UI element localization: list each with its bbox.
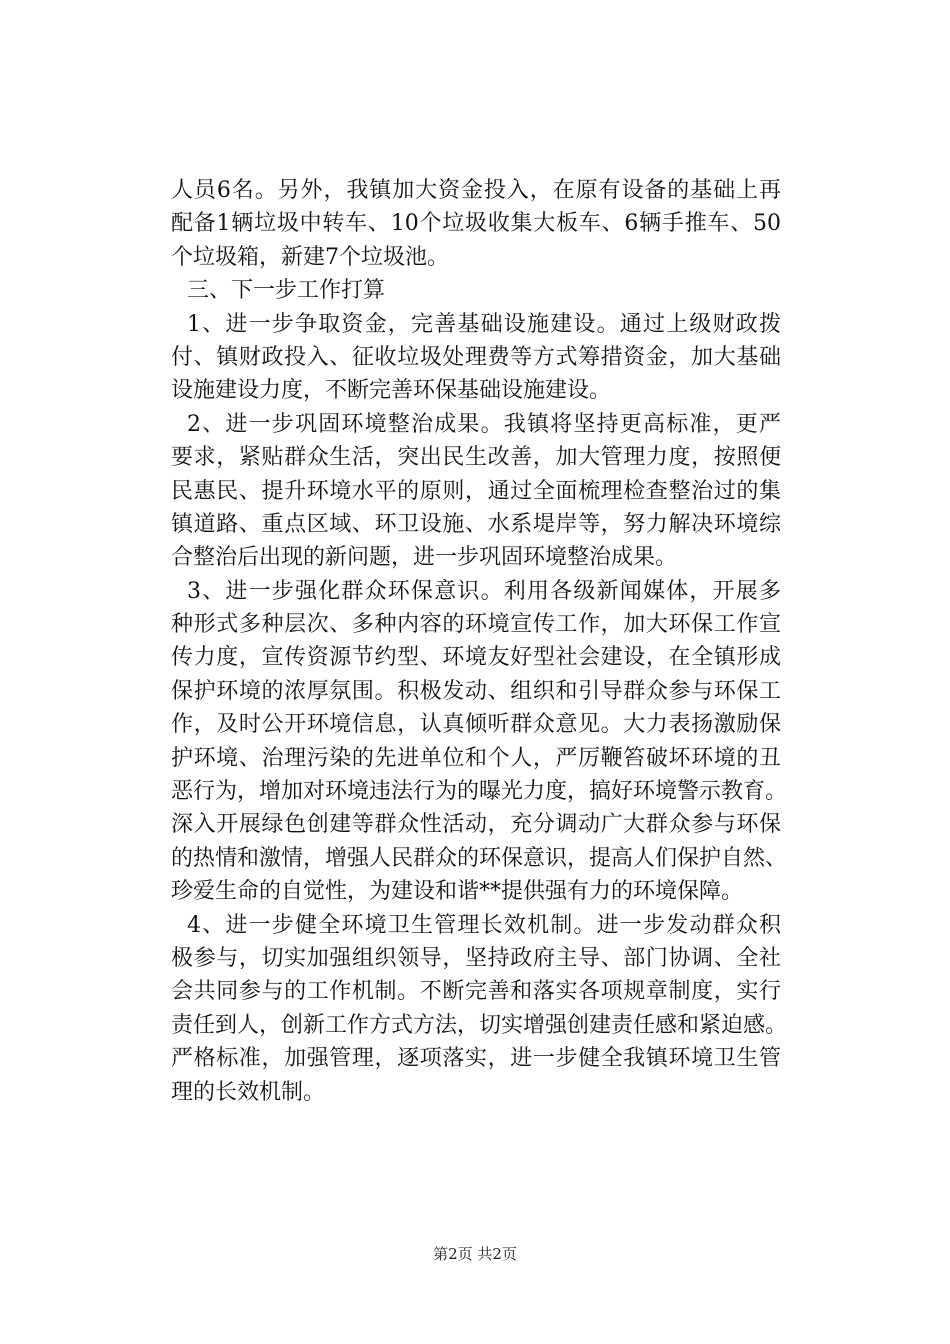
text-line: 付、镇财政投入、征收垃圾处理费等方式筹措资金，加大基础 (171, 344, 781, 370)
text-line: 作，及时公开环境信息，认真倾听群众意见。大力表扬激励保 (171, 712, 781, 738)
text-line: 珍爱生命的自觉性，为建设和谐**提供强有力的环境保障。 (171, 879, 744, 905)
text-line: 个垃圾箱，新建7个垃圾池。 (171, 244, 449, 270)
text-line: 保护环境的浓厚氛围。积极发动、组织和引导群众参与环保工 (171, 678, 781, 704)
text-line: 人员6名。另外，我镇加大资金投入，在原有设备的基础上再 (171, 178, 781, 203)
text-line: 种形式多种层次、多种内容的环境宣传工作，加大环保工作宣 (171, 612, 781, 638)
text-line: 要求，紧贴群众生活，突出民生改善，加大管理力度，按照便 (171, 445, 781, 471)
text-line: 合整治后出现的新问题，进一步巩固环境整治成果。 (171, 545, 678, 571)
page-footer (0, 1244, 950, 1264)
text-line: 的热情和激情，增强人民群众的环保意识，提高人们保护自然、 (171, 845, 788, 871)
text-line: 设施建设力度，不断完善环保基础设施建设。 (171, 378, 612, 404)
text-line: 深入开展绿色创建等群众性活动，充分调动广大群众参与环保 (171, 812, 781, 838)
text-line: 恶行为，增加对环境违法行为的曝光力度，搞好环境警示教育。 (171, 779, 788, 805)
section-heading: 三、下一步工作打算 (187, 278, 386, 304)
text-line: 极参与，切实加强组织领导，坚持政府主导、部门协调、全社 (171, 945, 781, 971)
text-line: 会共同参与的工作机制。不断完善和落实各项规章制度，实行 (171, 979, 781, 1005)
text-line: 民惠民、提升环境水平的原则，通过全面梳理检查整治过的集 (171, 478, 781, 504)
text-line: 责任到人，创新工作方式方法，切实增强创建责任感和紧迫感。 (171, 1012, 788, 1038)
text-line: 2、进一步巩固环境整治成果。我镇将坚持更高标准，更严 (187, 411, 781, 437)
document-body (171, 174, 788, 1109)
text-line: 传力度，宣传资源节约型、环境友好型社会建设，在全镇形成 (171, 645, 781, 671)
page-number: 第2页 共2页 (433, 1245, 517, 1263)
text-line: 镇道路、重点区域、环卫设施、水系堤岸等，努力解决环境综 (171, 511, 781, 537)
text-line: 严格标准，加强管理，逐项落实，进一步健全我镇环境卫生管 (171, 1046, 781, 1072)
text-line: 配备1辆垃圾中转车、10个垃圾收集大板车、6辆手推车、50 (171, 211, 781, 237)
text-line: 3、进一步强化群众环保意识。利用各级新闻媒体，开展多 (187, 578, 781, 604)
text-line: 1、进一步争取资金，完善基础设施建设。通过上级财政拨 (187, 311, 781, 337)
text-line: 护环境、治理污染的先进单位和个人，严厉鞭笞破坏环境的丑 (171, 745, 781, 771)
text-line: 4、进一步健全环境卫生管理长效机制。进一步发动群众积 (187, 912, 781, 938)
text-line: 理的长效机制。 (171, 1079, 326, 1105)
